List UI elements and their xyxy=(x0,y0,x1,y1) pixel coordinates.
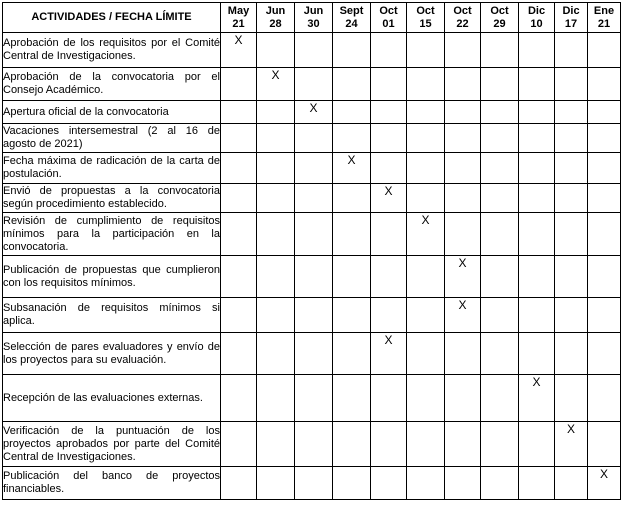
schedule-cell xyxy=(445,375,481,422)
schedule-cell xyxy=(588,101,621,124)
schedule-cell xyxy=(445,333,481,375)
date-header xyxy=(295,3,333,33)
schedule-cell xyxy=(555,68,588,101)
schedule-cell xyxy=(519,467,555,500)
date-header xyxy=(481,3,519,33)
schedule-mark: X xyxy=(371,333,407,375)
schedule-cell xyxy=(371,33,407,68)
schedule-cell xyxy=(588,124,621,153)
date-day: 15 xyxy=(419,17,432,30)
schedule-cell xyxy=(407,124,445,153)
schedule-cell xyxy=(407,422,445,467)
activity-cell: Revisión de cumplimiento de requisitos mínimos para la participación en la convocatoria. xyxy=(3,213,221,256)
schedule-cell xyxy=(371,124,407,153)
date-month: Jun xyxy=(265,4,286,17)
schedule-table xyxy=(2,2,621,500)
activity-cell: Publicación del banco de proyectos financiables. xyxy=(3,467,221,500)
schedule-cell xyxy=(257,375,295,422)
schedule-cell xyxy=(257,33,295,68)
date-header xyxy=(371,3,407,33)
schedule-cell xyxy=(257,256,295,298)
date-header xyxy=(445,3,481,33)
schedule-cell xyxy=(445,184,481,213)
schedule-cell xyxy=(333,422,371,467)
date-day: 21 xyxy=(232,17,245,30)
schedule-cell xyxy=(407,375,445,422)
schedule-cell xyxy=(588,153,621,184)
schedule-cell xyxy=(333,33,371,68)
schedule-cell xyxy=(295,68,333,101)
table-row xyxy=(3,422,621,467)
schedule-cell xyxy=(481,68,519,101)
schedule-cell xyxy=(257,333,295,375)
table-row xyxy=(3,33,621,68)
schedule-mark: X xyxy=(407,213,445,256)
schedule-cell xyxy=(481,333,519,375)
schedule-cell xyxy=(555,467,588,500)
schedule-cell xyxy=(555,333,588,375)
schedule-cell xyxy=(588,213,621,256)
schedule-cell xyxy=(588,256,621,298)
header-row xyxy=(3,3,621,33)
table-row xyxy=(3,153,621,184)
schedule-mark: X xyxy=(221,33,257,68)
schedule-cell xyxy=(519,33,555,68)
schedule-cell xyxy=(257,422,295,467)
schedule-cell xyxy=(407,256,445,298)
schedule-cell xyxy=(221,375,257,422)
activities-header: ACTIVIDADES / FECHA LÍMITE xyxy=(3,3,221,33)
table-row xyxy=(3,333,621,375)
schedule-mark: X xyxy=(519,375,555,422)
schedule-cell xyxy=(407,68,445,101)
date-header xyxy=(588,3,621,33)
table-row xyxy=(3,68,621,101)
schedule-cell xyxy=(221,298,257,333)
date-header xyxy=(257,3,295,33)
schedule-cell xyxy=(519,124,555,153)
schedule-cell xyxy=(295,333,333,375)
schedule-cell xyxy=(333,333,371,375)
date-month: Sept xyxy=(339,4,364,17)
date-day: 29 xyxy=(493,17,506,30)
schedule-body xyxy=(3,33,621,500)
schedule-cell xyxy=(295,422,333,467)
schedule-cell xyxy=(445,68,481,101)
schedule-cell xyxy=(481,184,519,213)
date-day: 24 xyxy=(345,17,358,30)
schedule-cell xyxy=(221,467,257,500)
date-month: May xyxy=(227,4,250,17)
date-month: Oct xyxy=(416,4,435,17)
date-day: 10 xyxy=(530,17,543,30)
date-header xyxy=(555,3,588,33)
date-header xyxy=(221,3,257,33)
schedule-cell xyxy=(555,184,588,213)
schedule-cell xyxy=(445,124,481,153)
schedule-cell xyxy=(295,153,333,184)
date-day: 22 xyxy=(456,17,469,30)
activity-cell: Apertura oficial de la convocatoria xyxy=(3,101,221,124)
schedule-cell xyxy=(295,124,333,153)
schedule-cell xyxy=(221,333,257,375)
schedule-cell xyxy=(588,375,621,422)
schedule-cell xyxy=(371,375,407,422)
schedule-cell xyxy=(481,124,519,153)
schedule-cell xyxy=(481,256,519,298)
schedule-cell xyxy=(371,467,407,500)
table-row xyxy=(3,375,621,422)
activity-cell: Vacaciones intersemestral (2 al 16 de agosto de 2021) xyxy=(3,124,221,153)
schedule-cell xyxy=(519,333,555,375)
table-row xyxy=(3,298,621,333)
schedule-cell xyxy=(481,422,519,467)
schedule-cell xyxy=(221,124,257,153)
schedule-cell xyxy=(445,33,481,68)
date-day: 28 xyxy=(269,17,282,30)
schedule-cell xyxy=(445,467,481,500)
schedule-cell xyxy=(295,467,333,500)
date-header xyxy=(519,3,555,33)
table-row xyxy=(3,467,621,500)
schedule-cell xyxy=(295,213,333,256)
date-month: Ene xyxy=(593,4,615,17)
schedule-cell xyxy=(371,422,407,467)
schedule-cell xyxy=(519,298,555,333)
activity-cell: Publicación de propuestas que cumplieron con los requisitos mínimos. xyxy=(3,256,221,298)
schedule-cell xyxy=(481,298,519,333)
schedule-cell xyxy=(519,68,555,101)
schedule-cell xyxy=(371,101,407,124)
schedule-cell xyxy=(295,298,333,333)
date-day: 30 xyxy=(307,17,320,30)
schedule-cell xyxy=(221,213,257,256)
date-month: Dic xyxy=(527,4,546,17)
schedule-cell xyxy=(481,33,519,68)
table-row xyxy=(3,184,621,213)
schedule-cell xyxy=(555,213,588,256)
schedule-cell xyxy=(257,298,295,333)
schedule-cell xyxy=(295,33,333,68)
activity-cell: Fecha máxima de radicación de la carta de postulación. xyxy=(3,153,221,184)
schedule-cell xyxy=(333,124,371,153)
schedule-cell xyxy=(257,101,295,124)
schedule-cell xyxy=(221,422,257,467)
schedule-cell xyxy=(257,124,295,153)
schedule-cell xyxy=(555,153,588,184)
schedule-mark: X xyxy=(445,298,481,333)
schedule-cell xyxy=(519,422,555,467)
activity-cell: Recepción de las evaluaciones externas. xyxy=(3,375,221,422)
date-month: Oct xyxy=(453,4,472,17)
schedule-cell xyxy=(333,68,371,101)
activity-cell: Selección de pares evaluadores y envío de los proyectos para su evaluación. xyxy=(3,333,221,375)
activity-cell: Aprobación de los requisitos por el Comité Central de Investigaciones. xyxy=(3,33,221,68)
schedule-cell xyxy=(371,298,407,333)
schedule-cell xyxy=(588,33,621,68)
schedule-cell xyxy=(407,298,445,333)
schedule-cell xyxy=(481,375,519,422)
date-day: 21 xyxy=(597,17,611,30)
schedule-mark: X xyxy=(257,68,295,101)
schedule-cell xyxy=(407,33,445,68)
schedule-cell xyxy=(333,375,371,422)
schedule-cell xyxy=(519,184,555,213)
schedule-cell xyxy=(295,256,333,298)
schedule-cell xyxy=(445,422,481,467)
schedule-cell xyxy=(481,467,519,500)
schedule-cell xyxy=(333,184,371,213)
schedule-cell xyxy=(371,68,407,101)
schedule-mark: X xyxy=(295,101,333,124)
activity-cell: Envió de propuestas a la convocatoria según procedimiento establecido. xyxy=(3,184,221,213)
schedule-cell xyxy=(555,256,588,298)
schedule-cell xyxy=(221,184,257,213)
schedule-cell xyxy=(295,184,333,213)
schedule-cell xyxy=(555,33,588,68)
schedule-cell xyxy=(221,153,257,184)
schedule-mark: X xyxy=(333,153,371,184)
schedule-cell xyxy=(481,153,519,184)
schedule-cell xyxy=(445,153,481,184)
schedule-cell xyxy=(519,153,555,184)
schedule-cell xyxy=(221,256,257,298)
date-header xyxy=(333,3,371,33)
schedule-cell xyxy=(257,467,295,500)
schedule-cell xyxy=(257,153,295,184)
schedule-cell xyxy=(588,68,621,101)
schedule-mark: X xyxy=(371,184,407,213)
schedule-cell xyxy=(588,184,621,213)
schedule-cell xyxy=(588,333,621,375)
schedule-cell xyxy=(407,467,445,500)
date-month: Dic xyxy=(562,4,580,17)
schedule-cell xyxy=(333,256,371,298)
schedule-cell xyxy=(445,213,481,256)
schedule-mark: X xyxy=(445,256,481,298)
date-day: 17 xyxy=(564,17,578,30)
schedule-cell xyxy=(257,184,295,213)
schedule-cell xyxy=(221,101,257,124)
schedule-cell xyxy=(295,375,333,422)
schedule-cell xyxy=(555,101,588,124)
schedule-cell xyxy=(333,213,371,256)
date-month: Oct xyxy=(490,4,509,17)
schedule-mark: X xyxy=(555,422,588,467)
schedule-cell xyxy=(333,101,371,124)
schedule-cell xyxy=(333,298,371,333)
schedule-cell xyxy=(588,298,621,333)
schedule-cell xyxy=(519,101,555,124)
schedule-cell xyxy=(481,213,519,256)
schedule-cell xyxy=(555,375,588,422)
schedule-cell xyxy=(371,153,407,184)
schedule-cell xyxy=(257,213,295,256)
activity-cell: Aprobación de la convocatoria por el Consejo Académico. xyxy=(3,68,221,101)
activity-cell: Subsanación de requisitos mínimos si aplica. xyxy=(3,298,221,333)
table-row xyxy=(3,213,621,256)
schedule-cell xyxy=(407,101,445,124)
schedule-cell xyxy=(555,298,588,333)
activity-cell: Verificación de la puntuación de los proyectos aprobados por parte del Comité Central de Investigaciones. xyxy=(3,422,221,467)
schedule-cell xyxy=(407,153,445,184)
date-header xyxy=(407,3,445,33)
table-row xyxy=(3,124,621,153)
schedule-cell xyxy=(519,213,555,256)
schedule-cell xyxy=(371,213,407,256)
table-row xyxy=(3,101,621,124)
table-row xyxy=(3,256,621,298)
schedule-cell xyxy=(371,256,407,298)
schedule-cell xyxy=(588,422,621,467)
schedule-cell xyxy=(333,467,371,500)
schedule-cell xyxy=(555,124,588,153)
schedule-mark: X xyxy=(588,467,621,500)
schedule-cell xyxy=(481,101,519,124)
schedule-cell xyxy=(407,333,445,375)
schedule-cell xyxy=(221,68,257,101)
date-month: Oct xyxy=(379,4,398,17)
date-day: 01 xyxy=(382,17,395,30)
schedule-cell xyxy=(519,256,555,298)
schedule-cell xyxy=(407,184,445,213)
date-month: Jun xyxy=(303,4,324,17)
schedule-cell xyxy=(445,101,481,124)
